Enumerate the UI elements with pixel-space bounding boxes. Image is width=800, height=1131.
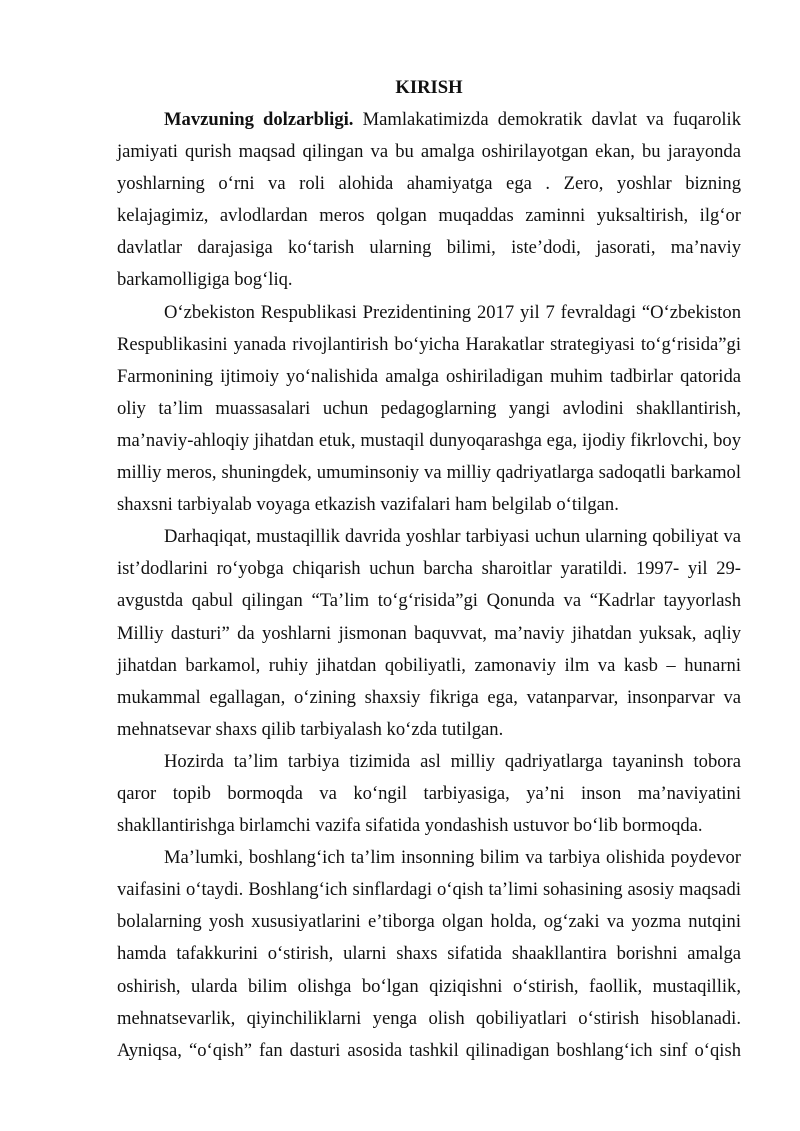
paragraph-2 [117,297,741,522]
paragraph-5 [117,842,741,1067]
paragraph-text: Darhaqiqat, mustaqillik davrida yoshlar tarbiyasi uchun ularning qobiliyat va istʼdodlarini roʻyobga chiqarish uchun barcha sharoitlar yaratildi. 1997- yil 29-avgustda qabul qilingan “Taʼlim toʻgʻrisida”gi Qonunda va “Kadrlar tayyorlash Milliy dasturi” da yoshlarni jismonan baquvvat, maʼnaviy jihatdan yuksak, aqliy jihatdan barkamol, ruhiy jihatdan qobiliyatli, zamonaviy ilm va kasb – hunarni mukammal egallagan, oʻzining shaxsiy fikriga ega, vatanparvar, insonparvar va mehnatsevar shaxs qilib tarbiyalash koʻzda tutilgan. [117,526,741,740]
paragraph-text: Mamlakatimizda demokratik davlat va fuqarolik jamiyati qurish maqsad qilingan va bu amalga oshirilayotgan ekan, bu jarayonda yoshlarning oʻrni va roli alohida ahamiyatga ega . Zero, yoshlar bizning kelajagimiz, avlodlardan meros qolgan muqaddas zaminni yuksaltirish, ilgʻor davlatlar darajasiga koʻtarish ularning bilimi, isteʼdodi, jasorati, maʼnaviy barkamolligiga bogʻliq. [117,109,742,291]
paragraph-3 [117,521,741,746]
paragraph-text: Oʻzbekiston Respublikasi Prezidentining 2017 yil 7 fevraldagi “Oʻzbekiston Respublikasini yanada rivojlantirish boʻyicha Harakatlar strategiyasi toʻgʻrisida”gi Farmonining ijtimoiy yoʻnalishida amalga oshiriladigan muhim tadbirlar qatorida oliy taʼlim muassasalari uchun pedagoglarning yangi avlodini shakllantirish, maʼnaviy-ahloqiy jihatdan etuk, mustaqil dunyoqarashga ega, ijodiy fikrlovchi, boy milliy meros, shuningdek, umuminsoniy va milliy qadriyatlarga sadoqatli barkamol shaxsni tarbiyalab voyaga etkazish vazifalari ham belgilab oʻtilgan. [117,301,741,516]
paragraph-lead: Mavzuning dolzarbligi. [164,109,354,130]
page-heading: KIRISH [395,77,463,98]
paragraph-4 [117,746,741,842]
paragraph-text: Hozirda taʼlim tarbiya tizimida asl milliy qadriyatlarga tayaninsh tobora qaror topib bormoqda va koʻngil tarbiyasiga, yaʼni inson maʼnaviyatini shakllantirishga birlamchi vazifa sifatida yondashish ustuvor boʻlib bormoqda. [117,750,741,837]
paragraph-text: Maʼlumki, boshlangʻich taʼlim insonning bilim va tarbiya olishida poydevor vaifasini oʻtaydi. Boshlangʻich sinflardagi oʻqish taʼlimi sohasining asosiy maqsadi bolalarning yosh xususiyatlarini eʼtiborga olgan holda, ogʻzaki va yozma nutqini hamda tafakkurini oʻstirish, ularni shaxs sifatida shaakllantira borishni amalga oshirish, ularda bilim olishga boʻlgan qiziqishni oʻstirish, faollik, mustaqillik, mehnatsevarlik, qiyinchiliklarni yenga olish qobiliyatlari oʻstirish hisoblanadi. Ayniqsa, “oʻqish” fan dasturi asosida tashkil qilinadigan boshlangʻich sinf oʻqish [117,847,741,1061]
document-body [117,72,741,1067]
paragraph-1 [117,104,741,297]
